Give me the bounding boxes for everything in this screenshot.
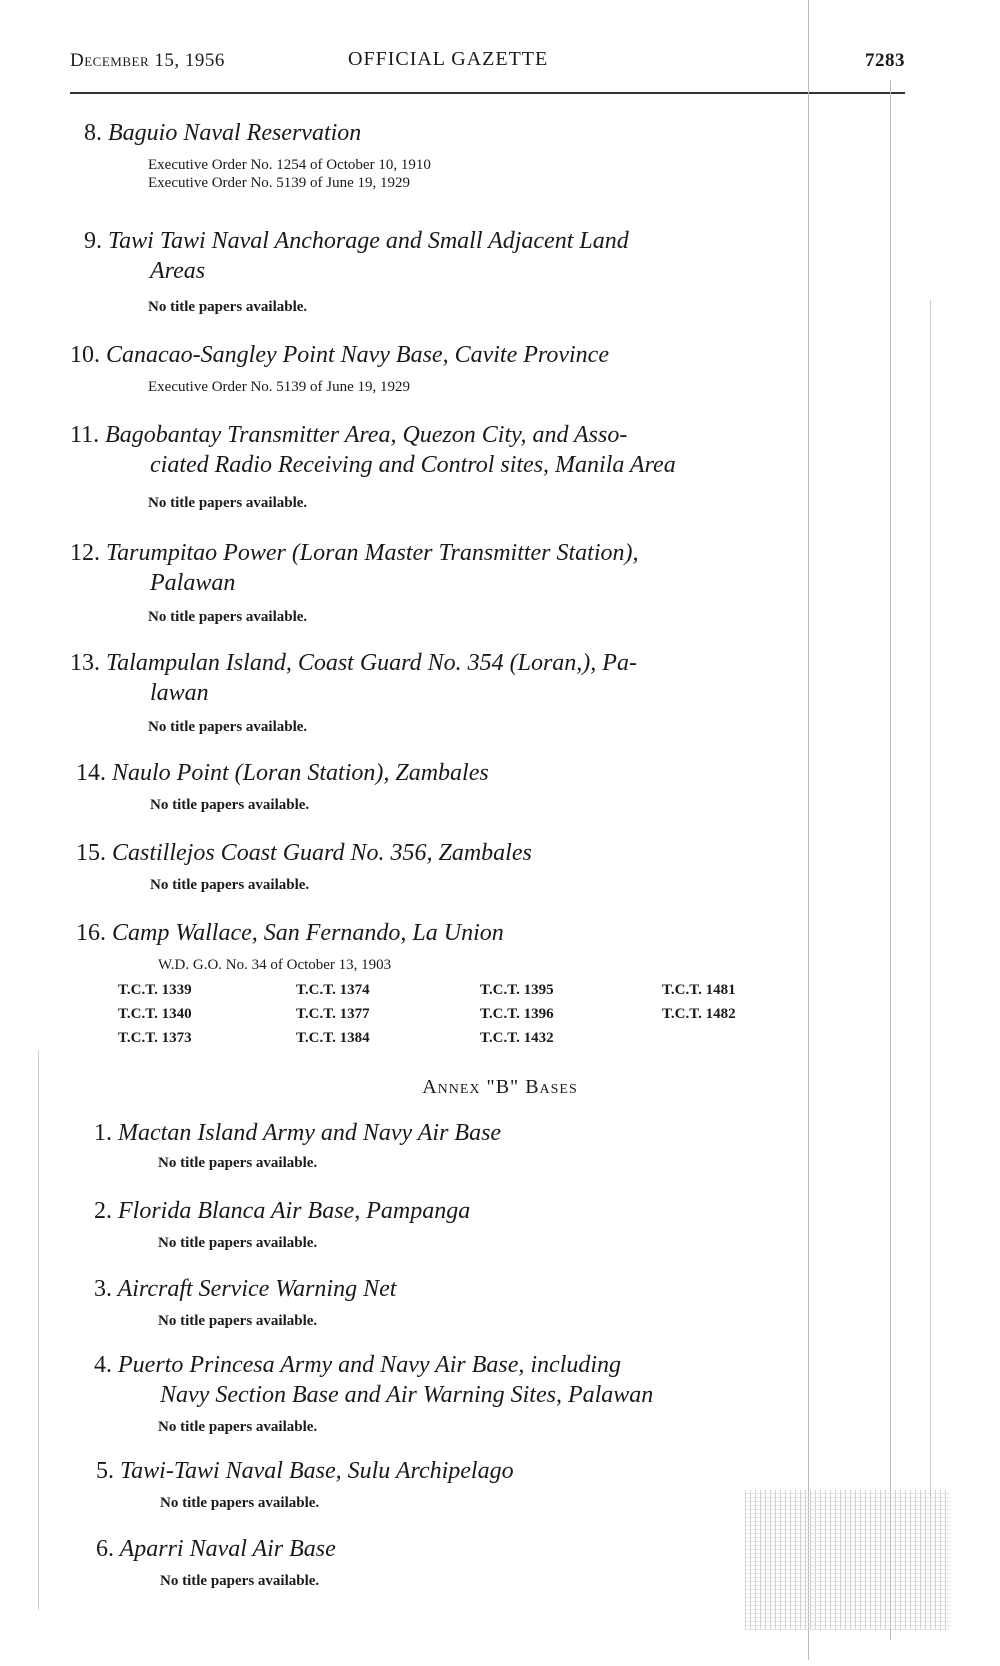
item-note: No title papers available. <box>150 877 310 893</box>
tct-cell: T.C.T. 1396 <box>480 1006 554 1022</box>
item-note: No title papers available. <box>148 719 308 735</box>
tct-cell: T.C.T. 1374 <box>296 982 370 998</box>
item-number: 16. <box>76 920 106 946</box>
item-note: No title papers available. <box>148 495 308 511</box>
section-heading: Annex "B" Bases <box>422 1076 578 1098</box>
item-title-continued: ciated Radio Receiving and Control sites, Manila Area <box>150 452 676 478</box>
tct-cell: T.C.T. 1373 <box>118 1030 192 1046</box>
tct-cell: T.C.T. 1481 <box>662 982 736 998</box>
item-title: Aircraft Service Warning Net <box>117 1276 397 1302</box>
item-number: 11. <box>70 422 100 448</box>
item-number: 13. <box>70 650 100 676</box>
scan-noise <box>808 0 809 1660</box>
item-title: Mactan Island Army and Navy Air Base <box>118 1120 502 1146</box>
item-title-continued: Palawan <box>150 570 236 596</box>
item-note: No title papers available. <box>158 1419 318 1435</box>
list-item <box>0 838 1000 893</box>
scan-speckle <box>745 1490 950 1630</box>
item-title: Tawi Tawi Naval Anchorage and Small Adjacent Land <box>108 228 629 254</box>
list-item <box>0 758 1000 813</box>
scan-noise <box>930 300 931 1500</box>
item-note: No title papers available. <box>158 1155 318 1171</box>
tct-cell: T.C.T. 1432 <box>480 1030 554 1046</box>
header-date: December 15, 1956 <box>70 50 225 71</box>
item-number: 12. <box>70 540 100 566</box>
item-title: Puerto Princesa Army and Navy Air Base, including <box>118 1352 622 1378</box>
list-item <box>0 1274 1000 1329</box>
header-rule <box>70 92 905 94</box>
item-number: 14. <box>76 760 106 786</box>
item-note: Executive Order No. 5139 of June 19, 1929 <box>148 379 411 395</box>
item-title: Bagobantay Transmitter Area, Quezon City, and Asso- <box>105 422 628 448</box>
item-title-continued: lawan <box>150 680 209 706</box>
item-title: Florida Blanca Air Base, Pampanga <box>118 1198 471 1224</box>
item-note: No title papers available. <box>158 1313 318 1329</box>
item-title: Castillejos Coast Guard No. 356, Zambales <box>112 840 532 866</box>
scan-noise <box>890 80 891 1640</box>
list-item <box>0 1118 1000 1171</box>
item-number: 1. <box>94 1120 112 1146</box>
item-note: No title papers available. <box>150 797 310 813</box>
item-note: No title papers available. <box>158 1235 318 1251</box>
tct-cell: T.C.T. 1377 <box>296 1006 370 1022</box>
item-number: 6. <box>96 1536 114 1562</box>
list-item <box>0 118 1000 191</box>
tct-cell: T.C.T. 1482 <box>662 1006 736 1022</box>
item-number: 10. <box>70 342 100 368</box>
item-title: Camp Wallace, San Fernando, La Union <box>112 920 504 946</box>
item-number: 2. <box>94 1198 112 1224</box>
header-publication: OFFICIAL GAZETTE <box>348 48 549 70</box>
list-item <box>0 648 1000 735</box>
item-note: No title papers available. <box>160 1573 320 1589</box>
item-title: Baguio Naval Reservation <box>108 120 362 146</box>
item-note: No title papers available. <box>148 609 308 625</box>
list-item <box>0 340 1000 395</box>
item-note: Executive Order No. 1254 of October 10, 1910 <box>148 157 431 173</box>
item-title-continued: Navy Section Base and Air Warning Sites, Palawan <box>160 1382 654 1408</box>
item-title: Tawi-Tawi Naval Base, Sulu Archipelago <box>120 1458 514 1484</box>
list-item <box>0 1456 1000 1511</box>
item-number: 9. <box>84 228 102 254</box>
header-page-number: 7283 <box>865 50 905 71</box>
tct-cell: T.C.T. 1340 <box>118 1006 192 1022</box>
list-item <box>0 538 1000 625</box>
item-note: Executive Order No. 5139 of June 19, 1929 <box>148 175 411 191</box>
item-title: Naulo Point (Loran Station), Zambales <box>112 760 489 786</box>
list-item <box>0 1196 1000 1251</box>
item-number: 4. <box>94 1352 112 1378</box>
tct-cell: T.C.T. 1384 <box>296 1030 370 1046</box>
tct-cell: T.C.T. 1339 <box>118 982 192 998</box>
item-title-continued: Areas <box>150 258 206 284</box>
tct-cell: T.C.T. 1395 <box>480 982 554 998</box>
item-note: No title papers available. <box>148 299 308 315</box>
list-item <box>0 226 1000 315</box>
page-header <box>70 44 905 74</box>
item-note: No title papers available. <box>160 1495 320 1511</box>
item-title: Aparri Naval Air Base <box>119 1536 336 1562</box>
list-item <box>0 1350 1000 1435</box>
list-item <box>0 918 1000 973</box>
item-note: W.D. G.O. No. 34 of October 13, 1903 <box>158 957 392 973</box>
list-item <box>0 420 1000 511</box>
scan-noise <box>38 1050 39 1610</box>
item-number: 8. <box>84 120 102 146</box>
item-title: Talampulan Island, Coast Guard No. 354 (Loran,), Pa- <box>106 650 637 676</box>
item-number: 5. <box>96 1458 114 1484</box>
item-title: Canacao-Sangley Point Navy Base, Cavite Province <box>106 342 609 368</box>
item-number: 3. <box>94 1276 112 1302</box>
item-title: Tarumpitao Power (Loran Master Transmitter Station), <box>106 540 639 566</box>
item-number: 15. <box>76 840 106 866</box>
